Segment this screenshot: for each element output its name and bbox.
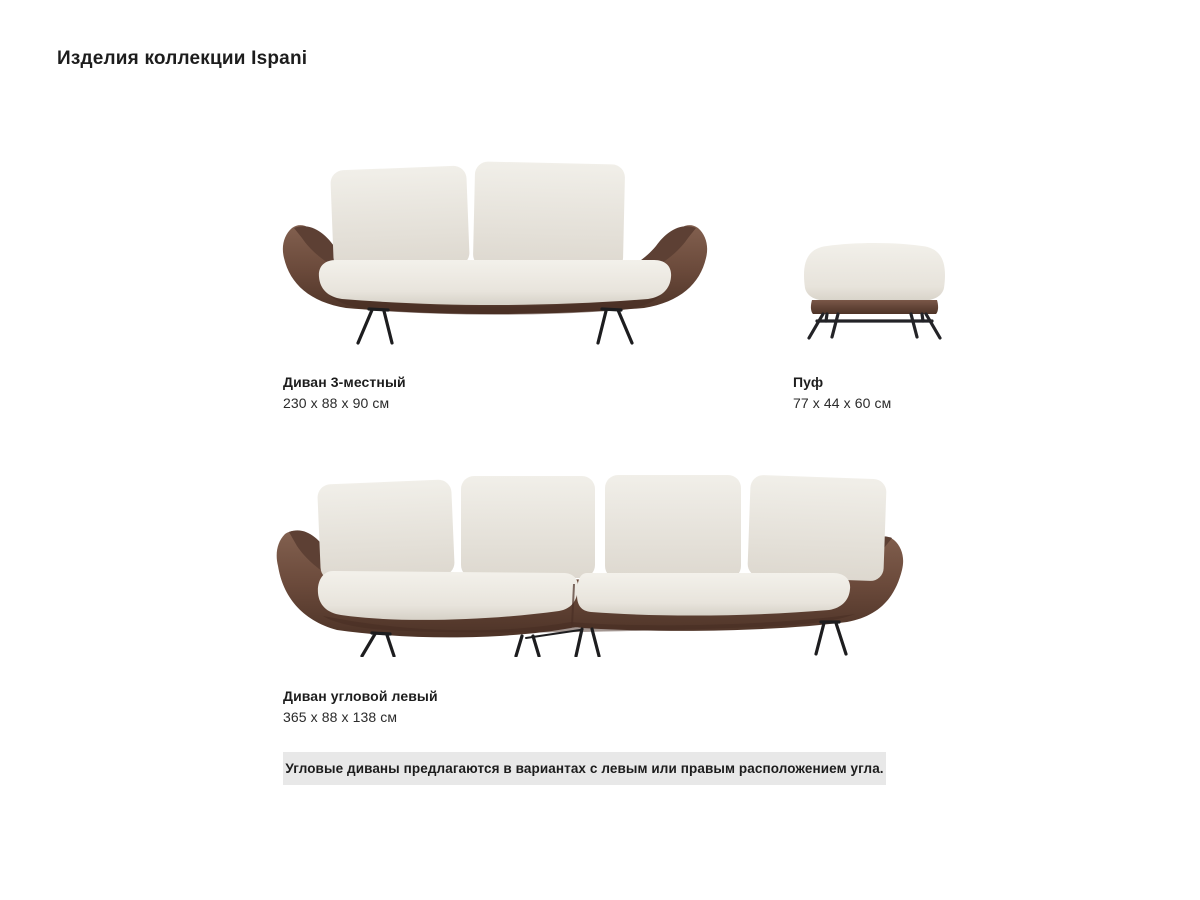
sofa-3-seat-caption: [283, 372, 406, 414]
seat-cushion: [318, 571, 578, 620]
pouf-illustration: [793, 238, 956, 340]
product-dimensions: 77 x 44 x 60 см: [793, 395, 892, 411]
pouf-cushion: [804, 243, 945, 301]
product-dimensions: 230 x 88 x 90 см: [283, 395, 390, 411]
sofa-3-seat-image: [280, 158, 710, 345]
back-cushion: [747, 475, 886, 582]
product-name: Диван угловой левый: [283, 688, 438, 704]
pouf-image: [793, 238, 956, 340]
corner-sofa-note: [283, 752, 886, 785]
corner-sofa-illustration: [275, 470, 930, 657]
page-title: Изделия коллекции Ispani: [57, 48, 308, 69]
back-cushion: [317, 479, 455, 581]
corner-sofa-caption: [283, 686, 438, 728]
back-cushion: [605, 475, 741, 579]
note-text: Угловые диваны предлагаются в вариантах с левым или правым расположением угла.: [285, 761, 884, 776]
back-cushion: [473, 161, 625, 270]
back-cushion: [461, 476, 595, 578]
seat-cushion: [577, 573, 850, 616]
product-dimensions: 365 x 88 x 138 см: [283, 709, 398, 725]
seat-cushion: [319, 260, 671, 305]
back-cushion: [330, 165, 470, 270]
sofa-3-seat-illustration: [280, 158, 710, 345]
pouf-leather-band: [811, 300, 938, 314]
corner-sofa-image: [275, 470, 930, 657]
pouf-legs: [809, 314, 940, 338]
product-name: Пуф: [793, 374, 824, 390]
product-name: Диван 3-местный: [283, 374, 406, 390]
pouf-caption: [793, 372, 891, 414]
